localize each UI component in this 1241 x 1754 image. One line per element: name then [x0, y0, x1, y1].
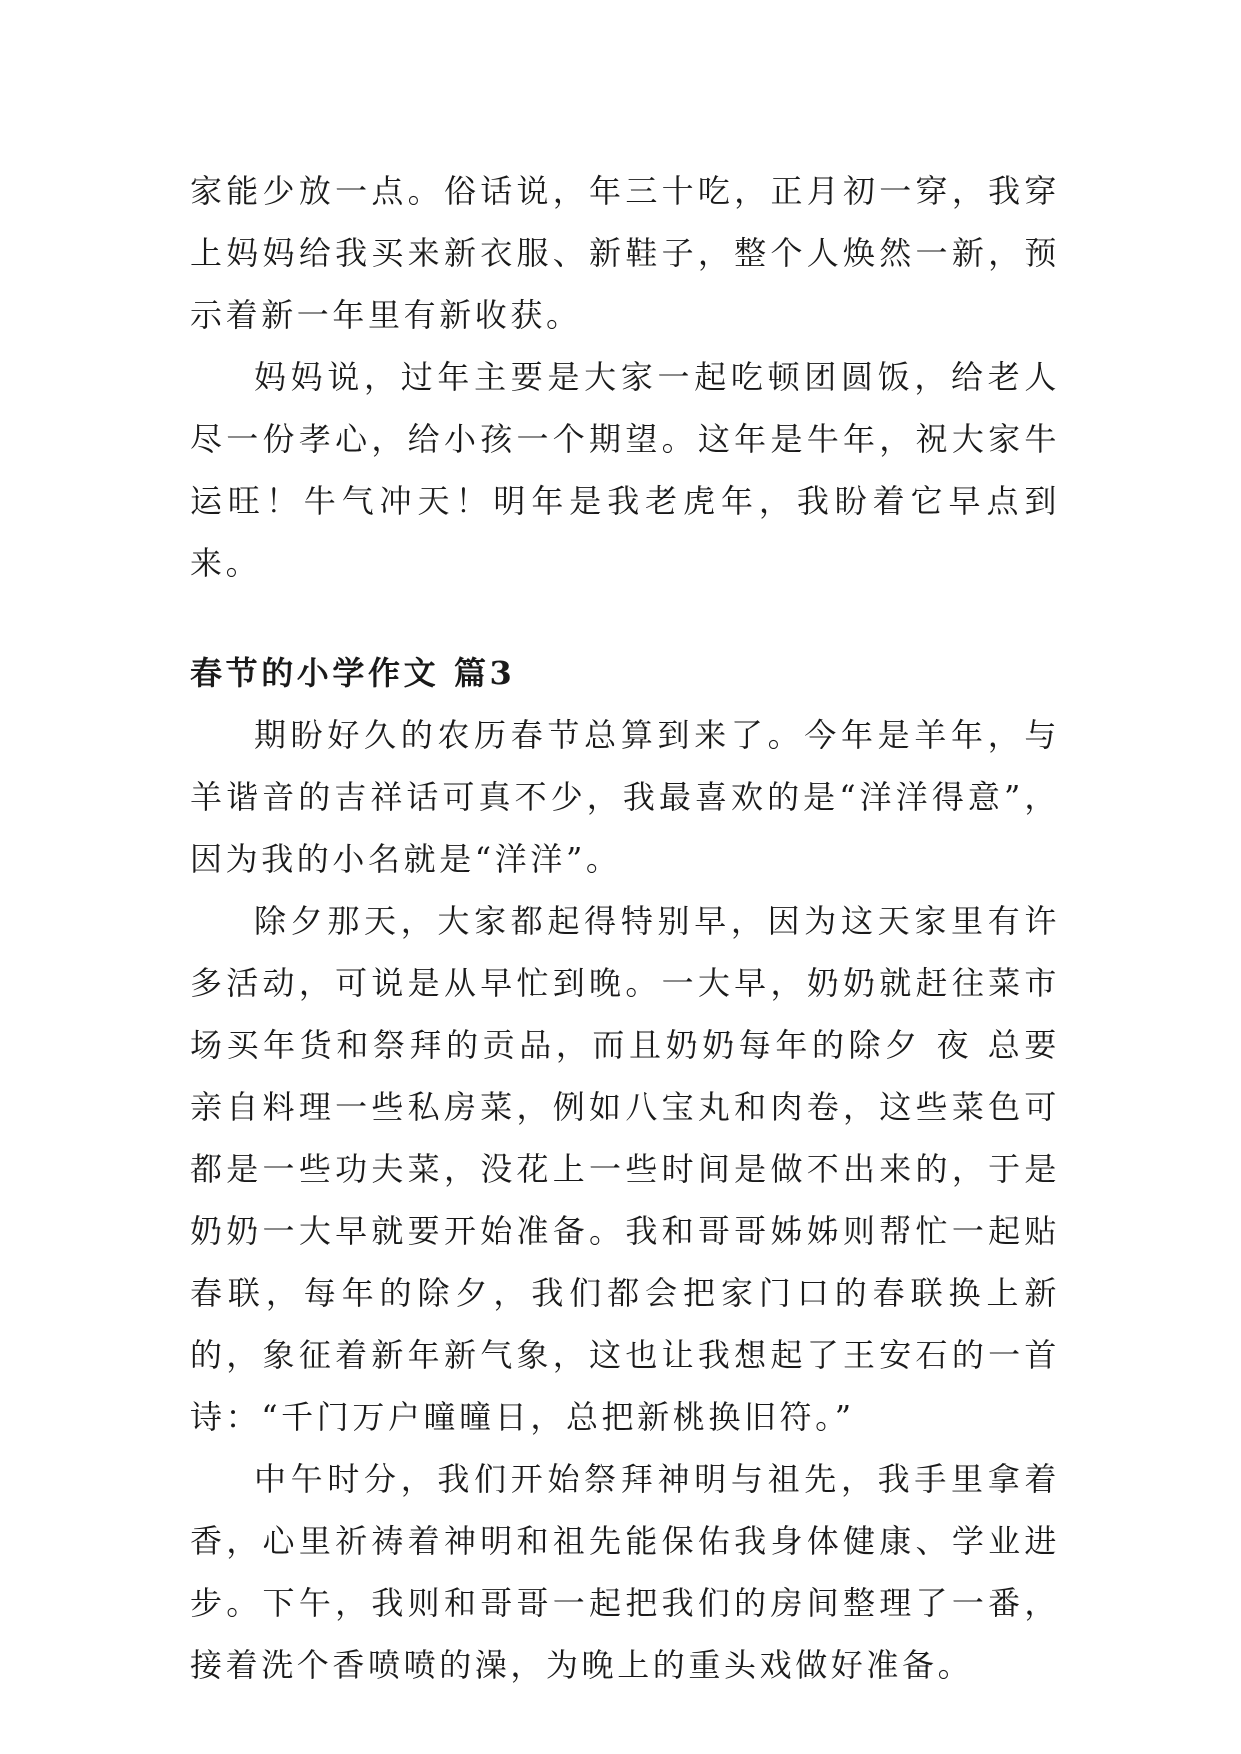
article-body	[190, 160, 1060, 1696]
paragraph-new-year-meaning: 妈妈说，过年主要是大家一起吃顿团圆饭，给老人尽一份孝心，给小孩一个期望。这年是牛年，祝大家牛运旺！牛气冲天！明年是我老虎年，我盼着它早点到来。	[190, 358, 1060, 582]
paragraph-continued: 家能少放一点。俗话说，年三十吃，正月初一穿，我穿上妈妈给我买来新衣服、新鞋子，整个人焕然一新，预示着新一年里有新收获。	[190, 172, 1060, 334]
paragraph-spring-festival-arrival: 期盼好久的农历春节总算到来了。今年是羊年，与羊谐音的吉祥话可真不少，我最喜欢的是“洋洋得意”，因为我的小名就是“洋洋”。	[190, 716, 1060, 878]
section-heading: 春节的小学作文 篇3	[190, 654, 516, 692]
paragraph-new-years-eve: 除夕那天，大家都起得特别早，因为这天家里有许多活动，可说是从早忙到晚。一大早，奶奶就赶往菜市场买年货和祭拜的贡品，而且奶奶每年的除夕 夜 总要亲自料理一些私房菜，例如八宝丸和肉卷，这些菜色可都是一些功夫菜，没花上一些时间是做不出来的，于是奶奶一大早就要开始准备。我和哥哥姊姊则帮忙一起贴春联，每年的除夕，我们都会把家门口的春联换上新的，象征着新年新气象，这也让我想起了王安石的一首诗：“千门万户曈曈日，总把新桃换旧符。”	[190, 902, 1060, 1436]
paragraph-noon-worship: 中午时分，我们开始祭拜神明与祖先，我手里拿着香，心里祈祷着神明和祖先能保佑我身体健康、学业进步。下午，我则和哥哥一起把我们的房间整理了一番，接着洗个香喷喷的澡，为晚上的重头戏做好准备。	[190, 1460, 1060, 1684]
